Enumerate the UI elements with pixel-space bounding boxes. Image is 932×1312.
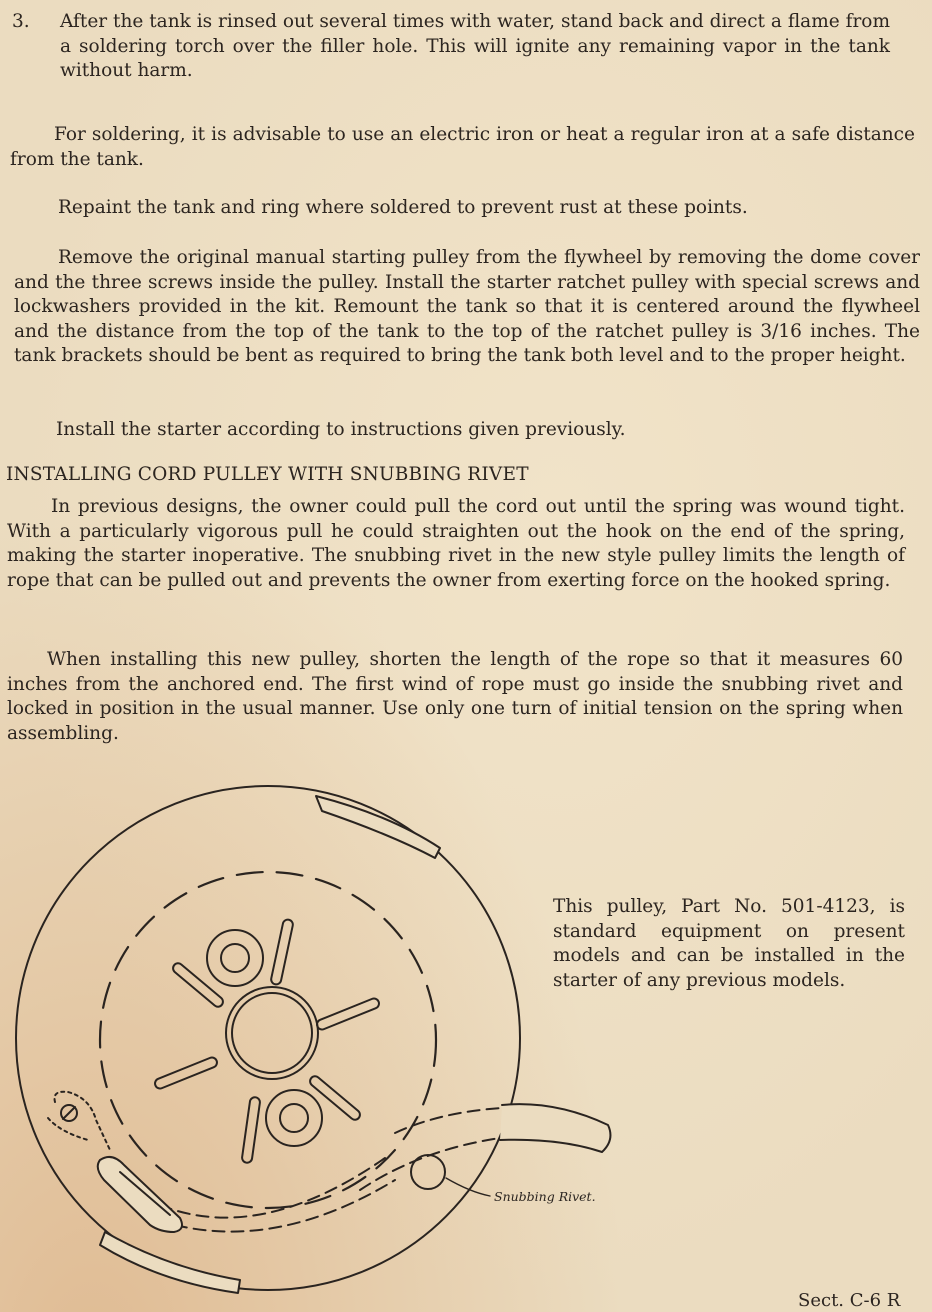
rope-anchor-pocket (98, 1157, 182, 1232)
snubbing-rivet-leader (446, 1178, 490, 1196)
previous-designs-paragraph: In previous designs, the owner could pull the cord out until the spring was wound tight. With a particularly vigorous pull he could straighten out the hook on the end of the spring, making the starter inoperative. The snubbing rivet in the new style pulley limits the length of rope that can be pulled out and prevents the owner from exerting force on the hooked spring. (7, 496, 905, 591)
pulley-slot (270, 919, 294, 986)
pulley-roller-top-inner (221, 944, 249, 972)
pulley-slot (316, 997, 381, 1031)
pulley-hub-inner (232, 993, 312, 1073)
pulley-slot (241, 1097, 260, 1164)
housing-rim-band-lower (100, 1232, 240, 1293)
housing-rim-band (316, 796, 440, 858)
pulley-hub (226, 987, 318, 1079)
installing-new-pulley-paragraph: When installing this new pulley, shorten the length of the rope so that it measures 60 inches from the anchored end. The first wind of rope must go inside the snubbing rivet and locked in position in the usual manner. Use only one turn of initial tension on the spring when assembling. (7, 649, 903, 744)
spring-anchor-pin-mark (63, 1107, 75, 1119)
step-number: 3. (12, 11, 30, 32)
starter-rope (500, 1104, 610, 1152)
step-text: After the tank is rinsed out several times with water, stand back and direct a flame from a soldering torch over the filler hole. This will ignite any remaining vapor in the tank without harm. (60, 11, 890, 82)
snubbing-rivet-label: Snubbing Rivet. (494, 1189, 596, 1204)
install-starter-paragraph: Install the starter according to instructions given previously. (56, 419, 626, 440)
pulley-diagram (0, 770, 660, 1312)
snubbing-rivet (411, 1155, 445, 1189)
pulley-roller-bottom (266, 1090, 322, 1146)
pulley-slot (171, 961, 225, 1009)
spring-hook-dotted (55, 1092, 110, 1150)
figure-caption: This pulley, Part No. 501-4123, is standard equipment on present models and can be installed in the starter of any previous models. (553, 896, 905, 991)
pulley-housing-outline (16, 786, 520, 1290)
pulley-roller-top (207, 930, 263, 986)
pulley-slot (154, 1056, 219, 1090)
remove-pulley-paragraph: Remove the original manual starting pulley from the flywheel by removing the dome cover and the three screws inside the pulley. Install the starter ratchet pulley with special screws and lockwashers provided in the kit. Remount the tank so that it is centered around the flywheel and the distance from the top of the tank to the top of the ratchet pulley is 3/16 inches. The tank brackets should be bent as required to bring the tank both level and to the proper height. (14, 247, 920, 367)
soldering-paragraph: For soldering, it is advisable to use an electric iron or heat a regular iron at a safe distance from the tank. (10, 124, 915, 170)
pulley-slot (308, 1074, 362, 1122)
repaint-paragraph: Repaint the tank and ring where soldered to prevent rust at these points. (58, 197, 748, 218)
pulley-roller-bottom-inner (280, 1104, 308, 1132)
section-heading: INSTALLING CORD PULLEY WITH SNUBBING RIVET (6, 464, 529, 485)
page-footer: Sect. C-6 R (798, 1290, 901, 1311)
